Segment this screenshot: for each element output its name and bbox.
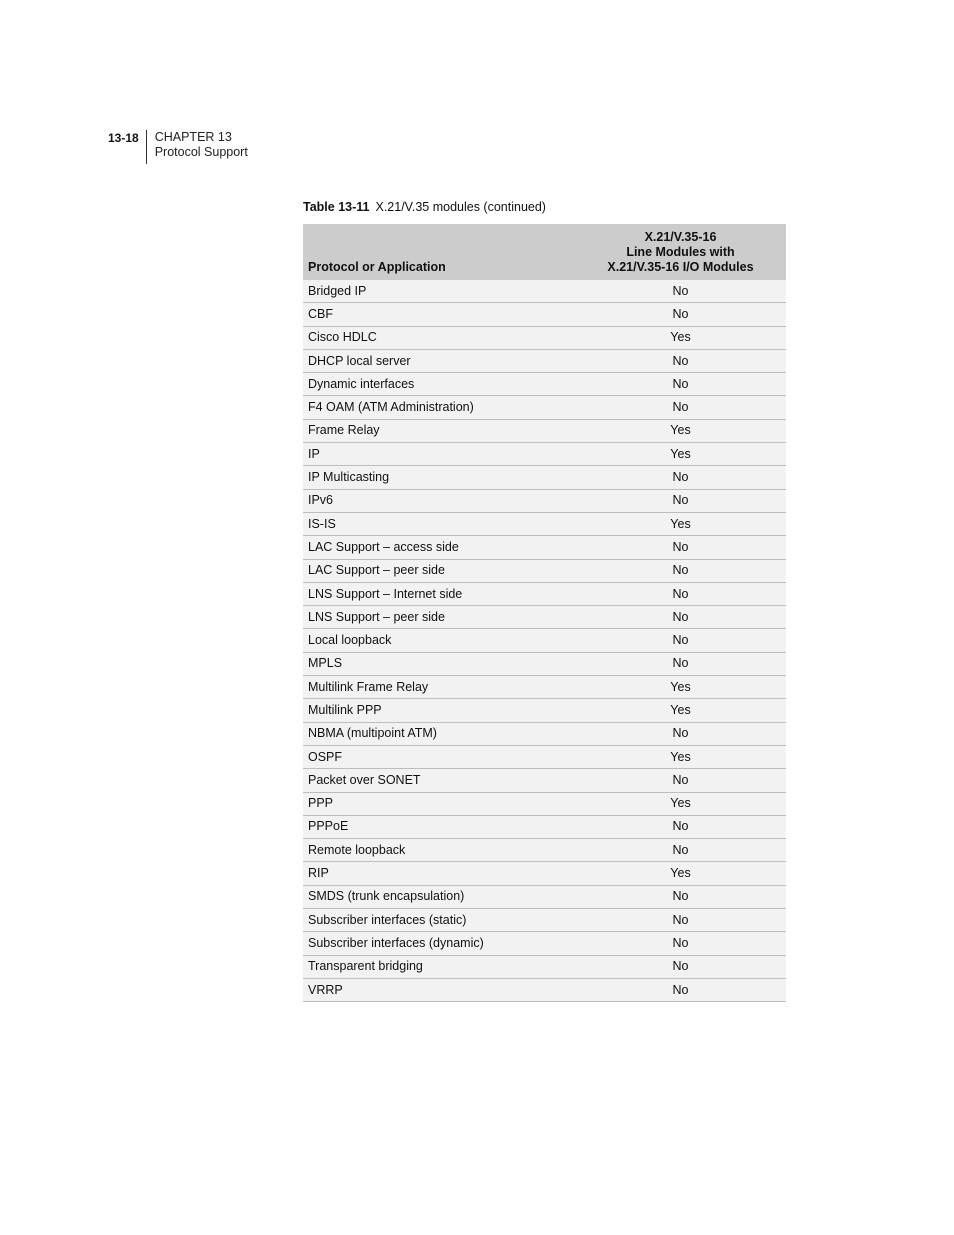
page-number: 13-18 xyxy=(108,131,139,145)
protocol-name-cell: DHCP local server xyxy=(303,349,575,372)
support-value-cell: No xyxy=(575,303,786,326)
header-row xyxy=(303,224,786,280)
header-divider xyxy=(146,130,147,164)
table-row xyxy=(303,932,786,955)
table-row xyxy=(303,280,786,303)
table-row xyxy=(303,629,786,652)
support-value-cell: Yes xyxy=(575,676,786,699)
support-value-cell: No xyxy=(575,978,786,1001)
table-row xyxy=(303,466,786,489)
column-header-support xyxy=(575,224,786,280)
support-value-cell: No xyxy=(575,582,786,605)
support-value-cell: No xyxy=(575,909,786,932)
support-value-cell: No xyxy=(575,652,786,675)
protocol-name-cell: IP Multicasting xyxy=(303,466,575,489)
table-row xyxy=(303,443,786,466)
table-row xyxy=(303,676,786,699)
protocol-name-cell: OSPF xyxy=(303,745,575,768)
protocol-name-cell: F4 OAM (ATM Administration) xyxy=(303,396,575,419)
table-row xyxy=(303,792,786,815)
protocol-name-cell: Local loopback xyxy=(303,629,575,652)
table-row xyxy=(303,536,786,559)
protocol-name-cell: LNS Support – Internet side xyxy=(303,582,575,605)
table-row xyxy=(303,349,786,372)
column-header-support-line: Line Modules with xyxy=(626,245,735,259)
support-value-cell: No xyxy=(575,349,786,372)
protocol-name-cell: RIP xyxy=(303,862,575,885)
support-value-cell: No xyxy=(575,815,786,838)
table-row xyxy=(303,885,786,908)
protocol-name-cell: Packet over SONET xyxy=(303,769,575,792)
protocol-name-cell: LAC Support – access side xyxy=(303,536,575,559)
support-value-cell: No xyxy=(575,769,786,792)
support-value-cell: No xyxy=(575,280,786,303)
support-value-cell: Yes xyxy=(575,326,786,349)
table-row xyxy=(303,326,786,349)
protocol-name-cell: Bridged IP xyxy=(303,280,575,303)
support-value-cell: No xyxy=(575,885,786,908)
table-row xyxy=(303,606,786,629)
protocol-name-cell: IP xyxy=(303,443,575,466)
table-caption xyxy=(303,200,546,215)
table-header xyxy=(303,224,786,280)
support-value-cell: No xyxy=(575,559,786,582)
protocol-name-cell: IPv6 xyxy=(303,489,575,512)
protocol-name-cell: Frame Relay xyxy=(303,419,575,442)
section-title: Protocol Support xyxy=(154,145,248,159)
support-value-cell: No xyxy=(575,629,786,652)
protocol-name-cell: SMDS (trunk encapsulation) xyxy=(303,885,575,908)
protocol-name-cell: CBF xyxy=(303,303,575,326)
table-row xyxy=(303,396,786,419)
protocol-support-table xyxy=(303,224,786,1002)
column-header-support-line: X.21/V.35-16 xyxy=(644,230,717,244)
table-body xyxy=(303,280,786,1002)
protocol-name-cell: LAC Support – peer side xyxy=(303,559,575,582)
support-value-cell: No xyxy=(575,396,786,419)
support-value-cell: Yes xyxy=(575,699,786,722)
protocol-name-cell: LNS Support – peer side xyxy=(303,606,575,629)
support-value-cell: No xyxy=(575,606,786,629)
table-row xyxy=(303,582,786,605)
protocol-name-cell: Subscriber interfaces (static) xyxy=(303,909,575,932)
protocol-name-cell: Multilink PPP xyxy=(303,699,575,722)
support-value-cell: No xyxy=(575,932,786,955)
protocol-name-cell: VRRP xyxy=(303,978,575,1001)
protocol-name-cell: NBMA (multipoint ATM) xyxy=(303,722,575,745)
table-caption-label: Table 13-11 xyxy=(303,200,370,214)
support-value-cell: No xyxy=(575,722,786,745)
protocol-name-cell: Cisco HDLC xyxy=(303,326,575,349)
table-row xyxy=(303,909,786,932)
support-value-cell: Yes xyxy=(575,512,786,535)
table-row xyxy=(303,955,786,978)
protocol-name-cell: Transparent bridging xyxy=(303,955,575,978)
protocol-name-cell: IS-IS xyxy=(303,512,575,535)
table-row xyxy=(303,839,786,862)
support-value-cell: Yes xyxy=(575,443,786,466)
chapter-label: CHAPTER 13 xyxy=(154,130,232,144)
table-row xyxy=(303,489,786,512)
table-row xyxy=(303,745,786,768)
table-row xyxy=(303,978,786,1001)
table-row xyxy=(303,862,786,885)
support-value-cell: No xyxy=(575,536,786,559)
protocol-name-cell: PPP xyxy=(303,792,575,815)
table-row xyxy=(303,559,786,582)
running-header xyxy=(155,130,248,160)
table-row xyxy=(303,722,786,745)
protocol-name-cell: Multilink Frame Relay xyxy=(303,676,575,699)
column-header-protocol: Protocol or Application xyxy=(303,224,575,280)
table-row xyxy=(303,512,786,535)
table-row xyxy=(303,815,786,838)
support-value-cell: No xyxy=(575,373,786,396)
protocol-name-cell: Remote loopback xyxy=(303,839,575,862)
table-caption-title: X.21/V.35 modules (continued) xyxy=(375,200,546,214)
support-value-cell: No xyxy=(575,955,786,978)
support-value-cell: Yes xyxy=(575,792,786,815)
protocol-name-cell: MPLS xyxy=(303,652,575,675)
protocol-name-cell: Subscriber interfaces (dynamic) xyxy=(303,932,575,955)
column-header-support-line: X.21/V.35-16 I/O Modules xyxy=(607,260,754,274)
support-value-cell: Yes xyxy=(575,419,786,442)
table-row xyxy=(303,303,786,326)
protocol-name-cell: PPPoE xyxy=(303,815,575,838)
protocol-name-cell: Dynamic interfaces xyxy=(303,373,575,396)
table-row xyxy=(303,373,786,396)
support-value-cell: No xyxy=(575,839,786,862)
support-value-cell: No xyxy=(575,489,786,512)
table-row xyxy=(303,769,786,792)
support-value-cell: Yes xyxy=(575,862,786,885)
table-row xyxy=(303,652,786,675)
table-row xyxy=(303,699,786,722)
page-header xyxy=(108,130,248,164)
table-row xyxy=(303,419,786,442)
support-value-cell: No xyxy=(575,466,786,489)
support-value-cell: Yes xyxy=(575,745,786,768)
